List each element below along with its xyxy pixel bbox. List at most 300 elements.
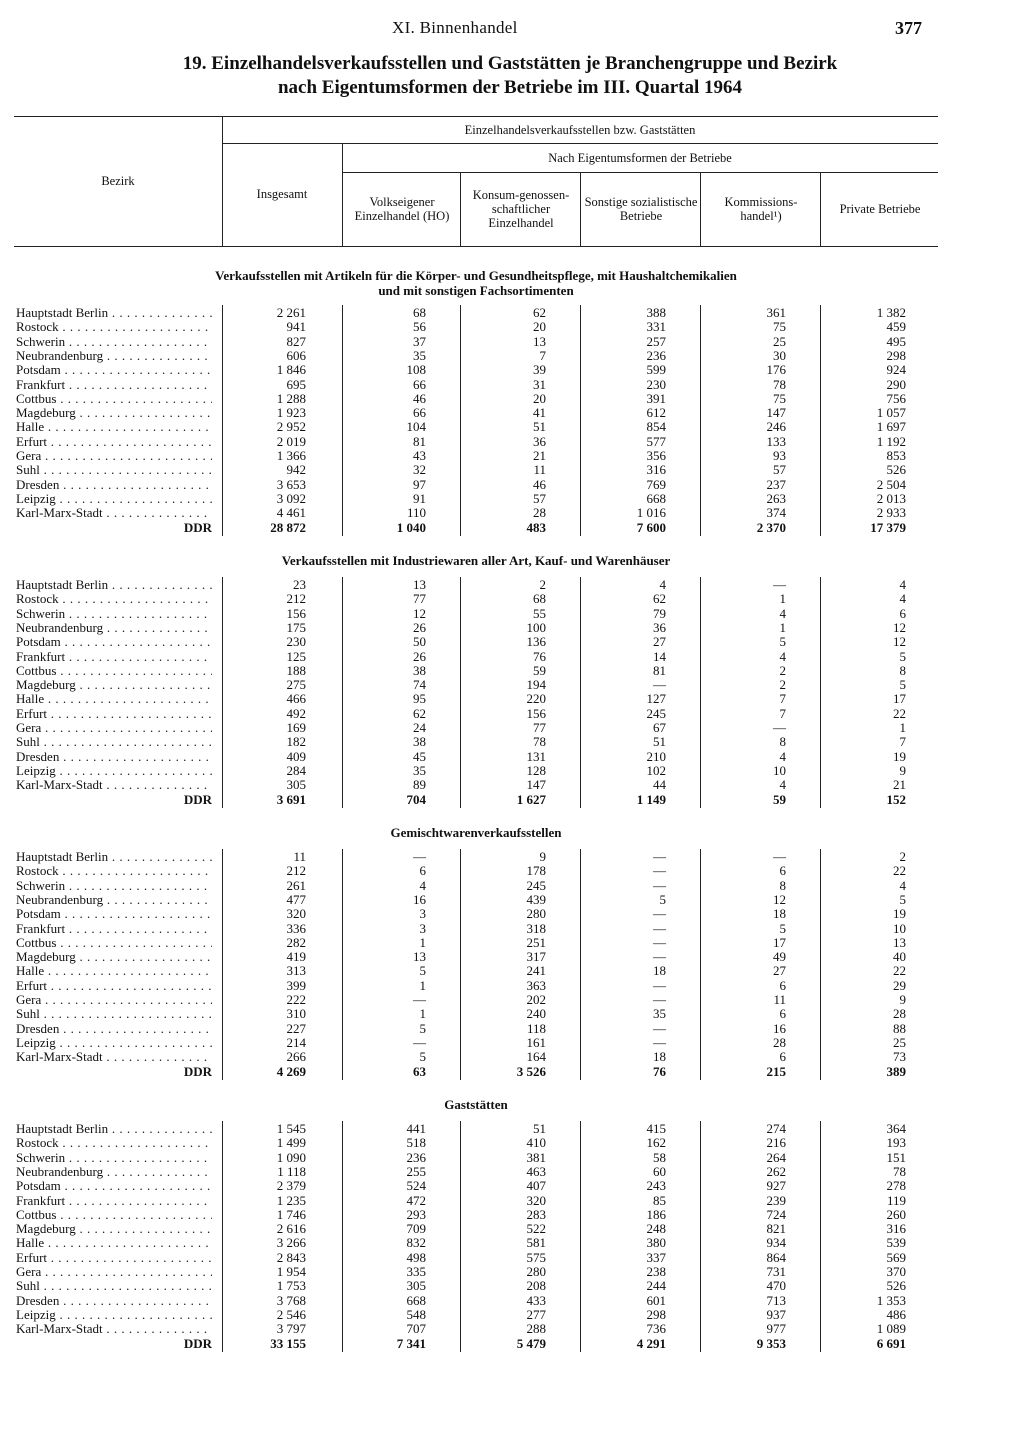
cell-konsum: 241: [526, 963, 546, 979]
table-row: [14, 306, 938, 320]
cell-sonstige: 316: [646, 462, 666, 478]
bezirk-name: Leipzig . . .: [16, 1036, 212, 1050]
cell-ho: 62: [413, 705, 426, 721]
cell-private: 526: [886, 462, 906, 478]
cell-ho: 38: [413, 734, 426, 750]
cell-kommission: 927: [766, 1178, 786, 1194]
cell-insgesamt: 266: [286, 1049, 306, 1065]
cell-private: 21: [893, 777, 906, 793]
table-row: [14, 750, 938, 764]
total-row: [14, 521, 938, 535]
cell-konsum: 76: [533, 648, 546, 664]
table-row: [14, 907, 938, 921]
table-row: [14, 1179, 938, 1193]
bezirk-name: Gera . . .: [16, 993, 212, 1007]
cell-insgesamt: 3 653: [276, 476, 306, 492]
table-row: [14, 449, 938, 463]
chapter-title: XI. Binnenhandel: [392, 18, 518, 37]
cell-sonstige: 257: [646, 333, 666, 349]
cell-ho: 1 040: [396, 519, 426, 535]
cell-konsum: 194: [526, 677, 546, 693]
bezirk-name: Magdeburg . . .: [16, 950, 212, 964]
cell-ho: 12: [413, 605, 426, 621]
cell-insgesamt: 2 379: [276, 1178, 306, 1194]
cell-konsum: 77: [533, 720, 546, 735]
table-row: [14, 607, 938, 621]
table-row: [14, 1236, 938, 1250]
section-title-line: Verkaufsstellen mit Industriewaren aller Art, Kauf- und Warenhäuser: [281, 553, 671, 568]
cell-ho: 16: [413, 891, 426, 907]
cell-ho: 104: [406, 419, 426, 435]
cell-insgesamt: 2 952: [276, 419, 306, 435]
cell-kommission: 59: [773, 791, 786, 807]
cell-konsum: 439: [526, 891, 546, 907]
bezirk-name: Rostock . . .: [16, 1136, 212, 1150]
bezirk-name: Neubrandenburg . . .: [16, 1165, 212, 1179]
cell-insgesamt: 409: [286, 748, 306, 764]
bezirk-name: Halle . . .: [16, 692, 212, 706]
bezirk-name: DDR: [183, 792, 212, 807]
col-header-bezirk: Bezirk: [101, 174, 135, 188]
table-row: [14, 964, 938, 978]
cell-sonstige: 230: [646, 376, 666, 392]
cell-konsum: 147: [526, 777, 546, 793]
cell-insgesamt: 1 235: [276, 1192, 306, 1208]
cell-konsum: 20: [533, 390, 546, 406]
bezirk-name: Dresden . . .: [16, 750, 212, 764]
bezirk-name: DDR: [183, 1336, 212, 1351]
cell-ho: 108: [406, 362, 426, 378]
cell-private: 1 353: [876, 1292, 906, 1308]
cell-private: 370: [886, 1264, 906, 1279]
bezirk-name: Leipzig . . .: [16, 492, 212, 506]
cell-konsum: 283: [526, 1206, 546, 1222]
bezirk-name: Halle . . .: [16, 420, 212, 434]
cell-kommission: 2 370: [756, 519, 786, 535]
cell-kommission: 8: [779, 734, 786, 750]
cell-sonstige: —: [653, 849, 666, 864]
cell-private: 152: [886, 791, 906, 807]
cell-sonstige: 14: [653, 648, 666, 664]
cell-sonstige: 612: [646, 405, 666, 421]
cell-kommission: 10: [773, 762, 786, 778]
cell-insgesamt: 282: [286, 934, 306, 950]
bezirk-name: Karl-Marx-Stadt . . .: [16, 1322, 212, 1336]
cell-ho: 37: [413, 333, 426, 349]
section-title-line: Verkaufsstellen mit Artikeln für die Körper- und Gesundheitspflege, mit Haushaltchemikalien: [215, 268, 737, 283]
cell-ho: 472: [406, 1192, 426, 1208]
cell-private: 1 057: [876, 405, 906, 421]
cell-konsum: 55: [533, 605, 546, 621]
cell-ho: 74: [413, 677, 426, 693]
cell-ho: 66: [413, 405, 426, 421]
cell-sonstige: 298: [646, 1306, 666, 1322]
table-row: [14, 1222, 938, 1236]
cell-kommission: 5: [779, 634, 786, 650]
bezirk-name: Schwerin . . .: [16, 879, 212, 893]
table-row: [14, 650, 938, 664]
cell-sonstige: 415: [646, 1121, 666, 1136]
table-row: [14, 1151, 938, 1165]
cell-private: 119: [886, 1192, 906, 1208]
cell-ho: 709: [406, 1221, 426, 1237]
table-row: [14, 320, 938, 334]
col-header-private: Private Betriebe: [839, 202, 921, 216]
header-divider: [700, 172, 701, 246]
cell-private: 260: [886, 1206, 906, 1222]
bezirk-name: Hauptstadt Berlin . . .: [16, 306, 212, 320]
table-row: [14, 435, 938, 449]
cell-sonstige: 81: [653, 662, 666, 678]
cell-konsum: 68: [533, 591, 546, 607]
cell-sonstige: 769: [646, 476, 666, 492]
cell-sonstige: 62: [653, 591, 666, 607]
cell-insgesamt: 212: [286, 591, 306, 607]
cell-insgesamt: 23: [293, 577, 306, 592]
cell-ho: 24: [413, 720, 426, 735]
bezirk-name: DDR: [183, 520, 212, 535]
cell-insgesamt: 3 266: [276, 1235, 306, 1251]
bezirk-name: Suhl . . .: [16, 463, 212, 477]
cell-sonstige: 4 291: [636, 1335, 666, 1351]
cell-private: 29: [893, 977, 906, 993]
cell-ho: 4: [419, 877, 426, 893]
bezirk-name: Gera . . .: [16, 449, 212, 463]
cell-ho: 707: [406, 1321, 426, 1337]
cell-ho: 704: [406, 791, 426, 807]
cell-kommission: 215: [766, 1063, 786, 1079]
cell-sonstige: 67: [653, 720, 666, 735]
cell-sonstige: 854: [646, 419, 666, 435]
cell-kommission: 216: [766, 1135, 786, 1151]
cell-kommission: 75: [773, 319, 786, 335]
cell-insgesamt: 3 768: [276, 1292, 306, 1308]
cell-insgesamt: 1 366: [276, 448, 306, 463]
bezirk-name: Dresden . . .: [16, 1022, 212, 1036]
cell-konsum: 463: [526, 1163, 546, 1179]
cell-insgesamt: 310: [286, 1006, 306, 1022]
total-row: [14, 793, 938, 807]
table-row: [14, 406, 938, 420]
cell-sonstige: 4: [659, 577, 666, 592]
cell-private: 9: [899, 762, 906, 778]
cell-insgesamt: 214: [286, 1034, 306, 1050]
table-row: [14, 879, 938, 893]
cell-private: 12: [893, 619, 906, 635]
cell-insgesamt: 275: [286, 677, 306, 693]
cell-konsum: 7: [539, 347, 546, 363]
cell-private: 22: [893, 963, 906, 979]
cell-kommission: 864: [766, 1249, 786, 1265]
cell-insgesamt: 3 092: [276, 490, 306, 506]
cell-insgesamt: 230: [286, 634, 306, 650]
cell-konsum: 62: [533, 305, 546, 320]
bezirk-name: Halle . . .: [16, 964, 212, 978]
cell-private: 88: [893, 1020, 906, 1036]
col-header-konsum: Konsum-genossen-schaftlicher Einzelhandel: [472, 188, 570, 230]
cell-kommission: 9 353: [756, 1335, 786, 1351]
cell-ho: 110: [406, 505, 426, 521]
bezirk-name: Karl-Marx-Stadt . . .: [16, 1050, 212, 1064]
cell-kommission: 176: [766, 362, 786, 378]
section-title: [14, 268, 938, 298]
cell-sonstige: —: [653, 992, 666, 1007]
cell-private: 4: [899, 877, 906, 893]
table-row: [14, 592, 938, 606]
cell-kommission: 93: [773, 448, 786, 463]
bezirk-name: Leipzig . . .: [16, 764, 212, 778]
cell-ho: 35: [413, 762, 426, 778]
cell-sonstige: 238: [646, 1264, 666, 1279]
cell-kommission: 937: [766, 1306, 786, 1322]
cell-private: 526: [886, 1278, 906, 1294]
table-row: [14, 1007, 938, 1021]
cell-kommission: 5: [779, 920, 786, 936]
table-row: [14, 1122, 938, 1136]
cell-insgesamt: 33 155: [270, 1335, 306, 1351]
bezirk-name: Neubrandenburg . . .: [16, 349, 212, 363]
cell-konsum: 3 526: [516, 1063, 546, 1079]
cell-kommission: 4: [779, 648, 786, 664]
cell-ho: 91: [413, 490, 426, 506]
cell-ho: 66: [413, 376, 426, 392]
cell-insgesamt: 3 797: [276, 1321, 306, 1337]
section-title: [14, 553, 938, 568]
cell-insgesamt: 169: [286, 720, 306, 735]
cell-kommission: 16: [773, 1020, 786, 1036]
cell-insgesamt: 1 923: [276, 405, 306, 421]
cell-sonstige: —: [653, 877, 666, 893]
table-row: [14, 1194, 938, 1208]
cell-ho: 13: [413, 949, 426, 965]
cell-konsum: 136: [526, 634, 546, 650]
cell-konsum: 280: [526, 1264, 546, 1279]
cell-sonstige: 18: [653, 963, 666, 979]
table-row: [14, 1050, 938, 1064]
cell-konsum: 51: [533, 419, 546, 435]
cell-insgesamt: 2 546: [276, 1306, 306, 1322]
cell-ho: 81: [413, 433, 426, 449]
cell-insgesamt: 827: [286, 333, 306, 349]
cell-ho: 3: [419, 920, 426, 936]
cell-konsum: 156: [526, 705, 546, 721]
cell-private: 6 691: [876, 1335, 906, 1351]
cell-konsum: 20: [533, 319, 546, 335]
cell-kommission: 30: [773, 347, 786, 363]
cell-konsum: 581: [526, 1235, 546, 1251]
cell-private: 316: [886, 1221, 906, 1237]
cell-sonstige: 186: [646, 1206, 666, 1222]
bezirk-name: Frankfurt . . .: [16, 378, 212, 392]
cell-kommission: 264: [766, 1149, 786, 1165]
table-row: [14, 893, 938, 907]
bezirk-name: Dresden . . .: [16, 1294, 212, 1308]
section-title-line: und mit sonstigen Fachsortimenten: [378, 283, 574, 298]
cell-konsum: 11: [533, 462, 546, 478]
cell-konsum: 51: [533, 1121, 546, 1136]
cell-konsum: 118: [526, 1020, 546, 1036]
cell-insgesamt: 305: [286, 777, 306, 793]
table-row: [14, 922, 938, 936]
cell-ho: 5: [419, 963, 426, 979]
cell-insgesamt: 28 872: [270, 519, 306, 535]
bezirk-name: Frankfurt . . .: [16, 650, 212, 664]
cell-kommission: 237: [766, 476, 786, 492]
col-header-group: Einzelhandelsverkaufsstellen bzw. Gaststätten: [464, 123, 696, 137]
cell-sonstige: 76: [653, 1063, 666, 1079]
cell-private: 17: [893, 691, 906, 707]
bezirk-name: Cottbus . . .: [16, 936, 212, 950]
header-rule-bottom: [14, 246, 938, 247]
cell-kommission: 262: [766, 1163, 786, 1179]
table-row: [14, 1251, 938, 1265]
cell-ho: 5: [419, 1049, 426, 1065]
bezirk-name: Potsdam . . .: [16, 363, 212, 377]
cell-konsum: 59: [533, 662, 546, 678]
cell-private: 12: [893, 634, 906, 650]
cell-insgesamt: 3 691: [276, 791, 306, 807]
cell-konsum: 31: [533, 376, 546, 392]
cell-ho: —: [413, 992, 426, 1007]
cell-kommission: 49: [773, 949, 786, 965]
bezirk-name: Cottbus . . .: [16, 392, 212, 406]
cell-sonstige: —: [653, 920, 666, 936]
cell-sonstige: 210: [646, 748, 666, 764]
cell-ho: 498: [406, 1249, 426, 1265]
cell-konsum: 161: [526, 1034, 546, 1050]
cell-private: 495: [886, 333, 906, 349]
cell-insgesamt: 336: [286, 920, 306, 936]
cell-private: 151: [886, 1149, 906, 1165]
cell-private: 1 382: [876, 305, 906, 320]
table-row: [14, 993, 938, 1007]
cell-ho: 63: [413, 1063, 426, 1079]
cell-insgesamt: 2 261: [276, 305, 306, 320]
cell-konsum: 2: [539, 577, 546, 592]
cell-konsum: 28: [533, 505, 546, 521]
cell-konsum: 128: [526, 762, 546, 778]
cell-private: 1: [899, 720, 906, 735]
cell-ho: 5: [419, 1020, 426, 1036]
cell-konsum: 202: [526, 992, 546, 1007]
cell-sonstige: —: [653, 906, 666, 922]
cell-insgesamt: 284: [286, 762, 306, 778]
cell-insgesamt: 419: [286, 949, 306, 965]
cell-ho: 35: [413, 347, 426, 363]
table-title-line-1: 19. Einzelhandelsverkaufsstellen und Gaststätten je Branchengruppe und Bezirk: [182, 53, 838, 74]
cell-sonstige: 243: [646, 1178, 666, 1194]
cell-sonstige: —: [653, 949, 666, 965]
cell-sonstige: 668: [646, 490, 666, 506]
bezirk-name: Gera . . .: [16, 1265, 212, 1279]
cell-konsum: 13: [533, 333, 546, 349]
cell-private: 1 089: [876, 1321, 906, 1337]
cell-kommission: 6: [779, 977, 786, 993]
cell-kommission: 361: [766, 305, 786, 320]
cell-sonstige: 599: [646, 362, 666, 378]
table-row: [14, 850, 938, 864]
cell-private: 28: [893, 1006, 906, 1022]
bezirk-name: Erfurt . . .: [16, 979, 212, 993]
cell-private: 924: [886, 362, 906, 378]
cell-kommission: 57: [773, 462, 786, 478]
cell-insgesamt: 695: [286, 376, 306, 392]
cell-konsum: 178: [526, 863, 546, 879]
bezirk-name: Cottbus . . .: [16, 664, 212, 678]
table-row: [14, 578, 938, 592]
table-row: [14, 1036, 938, 1050]
cell-ho: 13: [413, 577, 426, 592]
cell-private: 6: [899, 605, 906, 621]
cell-sonstige: 236: [646, 347, 666, 363]
cell-private: 298: [886, 347, 906, 363]
cell-ho: 95: [413, 691, 426, 707]
cell-ho: 68: [413, 305, 426, 320]
cell-kommission: 6: [779, 1049, 786, 1065]
bezirk-name: Dresden . . .: [16, 478, 212, 492]
cell-kommission: 4: [779, 605, 786, 621]
cell-private: 459: [886, 319, 906, 335]
bezirk-name: Potsdam . . .: [16, 1179, 212, 1193]
cell-insgesamt: 1 753: [276, 1278, 306, 1294]
bezirk-name: Karl-Marx-Stadt . . .: [16, 506, 212, 520]
cell-sonstige: 35: [653, 1006, 666, 1022]
cell-insgesamt: 320: [286, 906, 306, 922]
cell-insgesamt: 4 269: [276, 1063, 306, 1079]
cell-insgesamt: 1 288: [276, 390, 306, 406]
cell-sonstige: 601: [646, 1292, 666, 1308]
cell-konsum: 318: [526, 920, 546, 936]
cell-sonstige: 162: [646, 1135, 666, 1151]
cell-ho: 77: [413, 591, 426, 607]
cell-private: 40: [893, 949, 906, 965]
cell-kommission: 274: [766, 1121, 786, 1136]
cell-ho: 89: [413, 777, 426, 793]
header-divider: [460, 172, 461, 246]
cell-insgesamt: 606: [286, 347, 306, 363]
cell-insgesamt: 1 499: [276, 1135, 306, 1151]
cell-kommission: 133: [766, 433, 786, 449]
section-title: [14, 1097, 938, 1112]
bezirk-name: Magdeburg . . .: [16, 678, 212, 692]
cell-private: 853: [886, 448, 906, 463]
table-row: [14, 979, 938, 993]
table-row: [14, 950, 938, 964]
running-header: [0, 12, 1024, 42]
bezirk-name: Potsdam . . .: [16, 907, 212, 921]
cell-insgesamt: 1 746: [276, 1206, 306, 1222]
cell-sonstige: 356: [646, 448, 666, 463]
section-title-line: Gemischtwarenverkaufsstellen: [390, 825, 562, 840]
cell-private: 539: [886, 1235, 906, 1251]
cell-ho: 335: [406, 1264, 426, 1279]
cell-konsum: 78: [533, 734, 546, 750]
cell-sonstige: 1 149: [636, 791, 666, 807]
cell-insgesamt: 399: [286, 977, 306, 993]
table-row: [14, 1265, 938, 1279]
table-row: [14, 378, 938, 392]
table-row: [14, 721, 938, 735]
cell-insgesamt: 313: [286, 963, 306, 979]
cell-ho: 1: [419, 1006, 426, 1022]
cell-ho: 32: [413, 462, 426, 478]
cell-private: 1 192: [876, 433, 906, 449]
cell-private: 17 379: [870, 519, 906, 535]
cell-kommission: 6: [779, 1006, 786, 1022]
cell-kommission: 724: [766, 1206, 786, 1222]
bezirk-name: Magdeburg . . .: [16, 406, 212, 420]
bezirk-name: Frankfurt . . .: [16, 922, 212, 936]
